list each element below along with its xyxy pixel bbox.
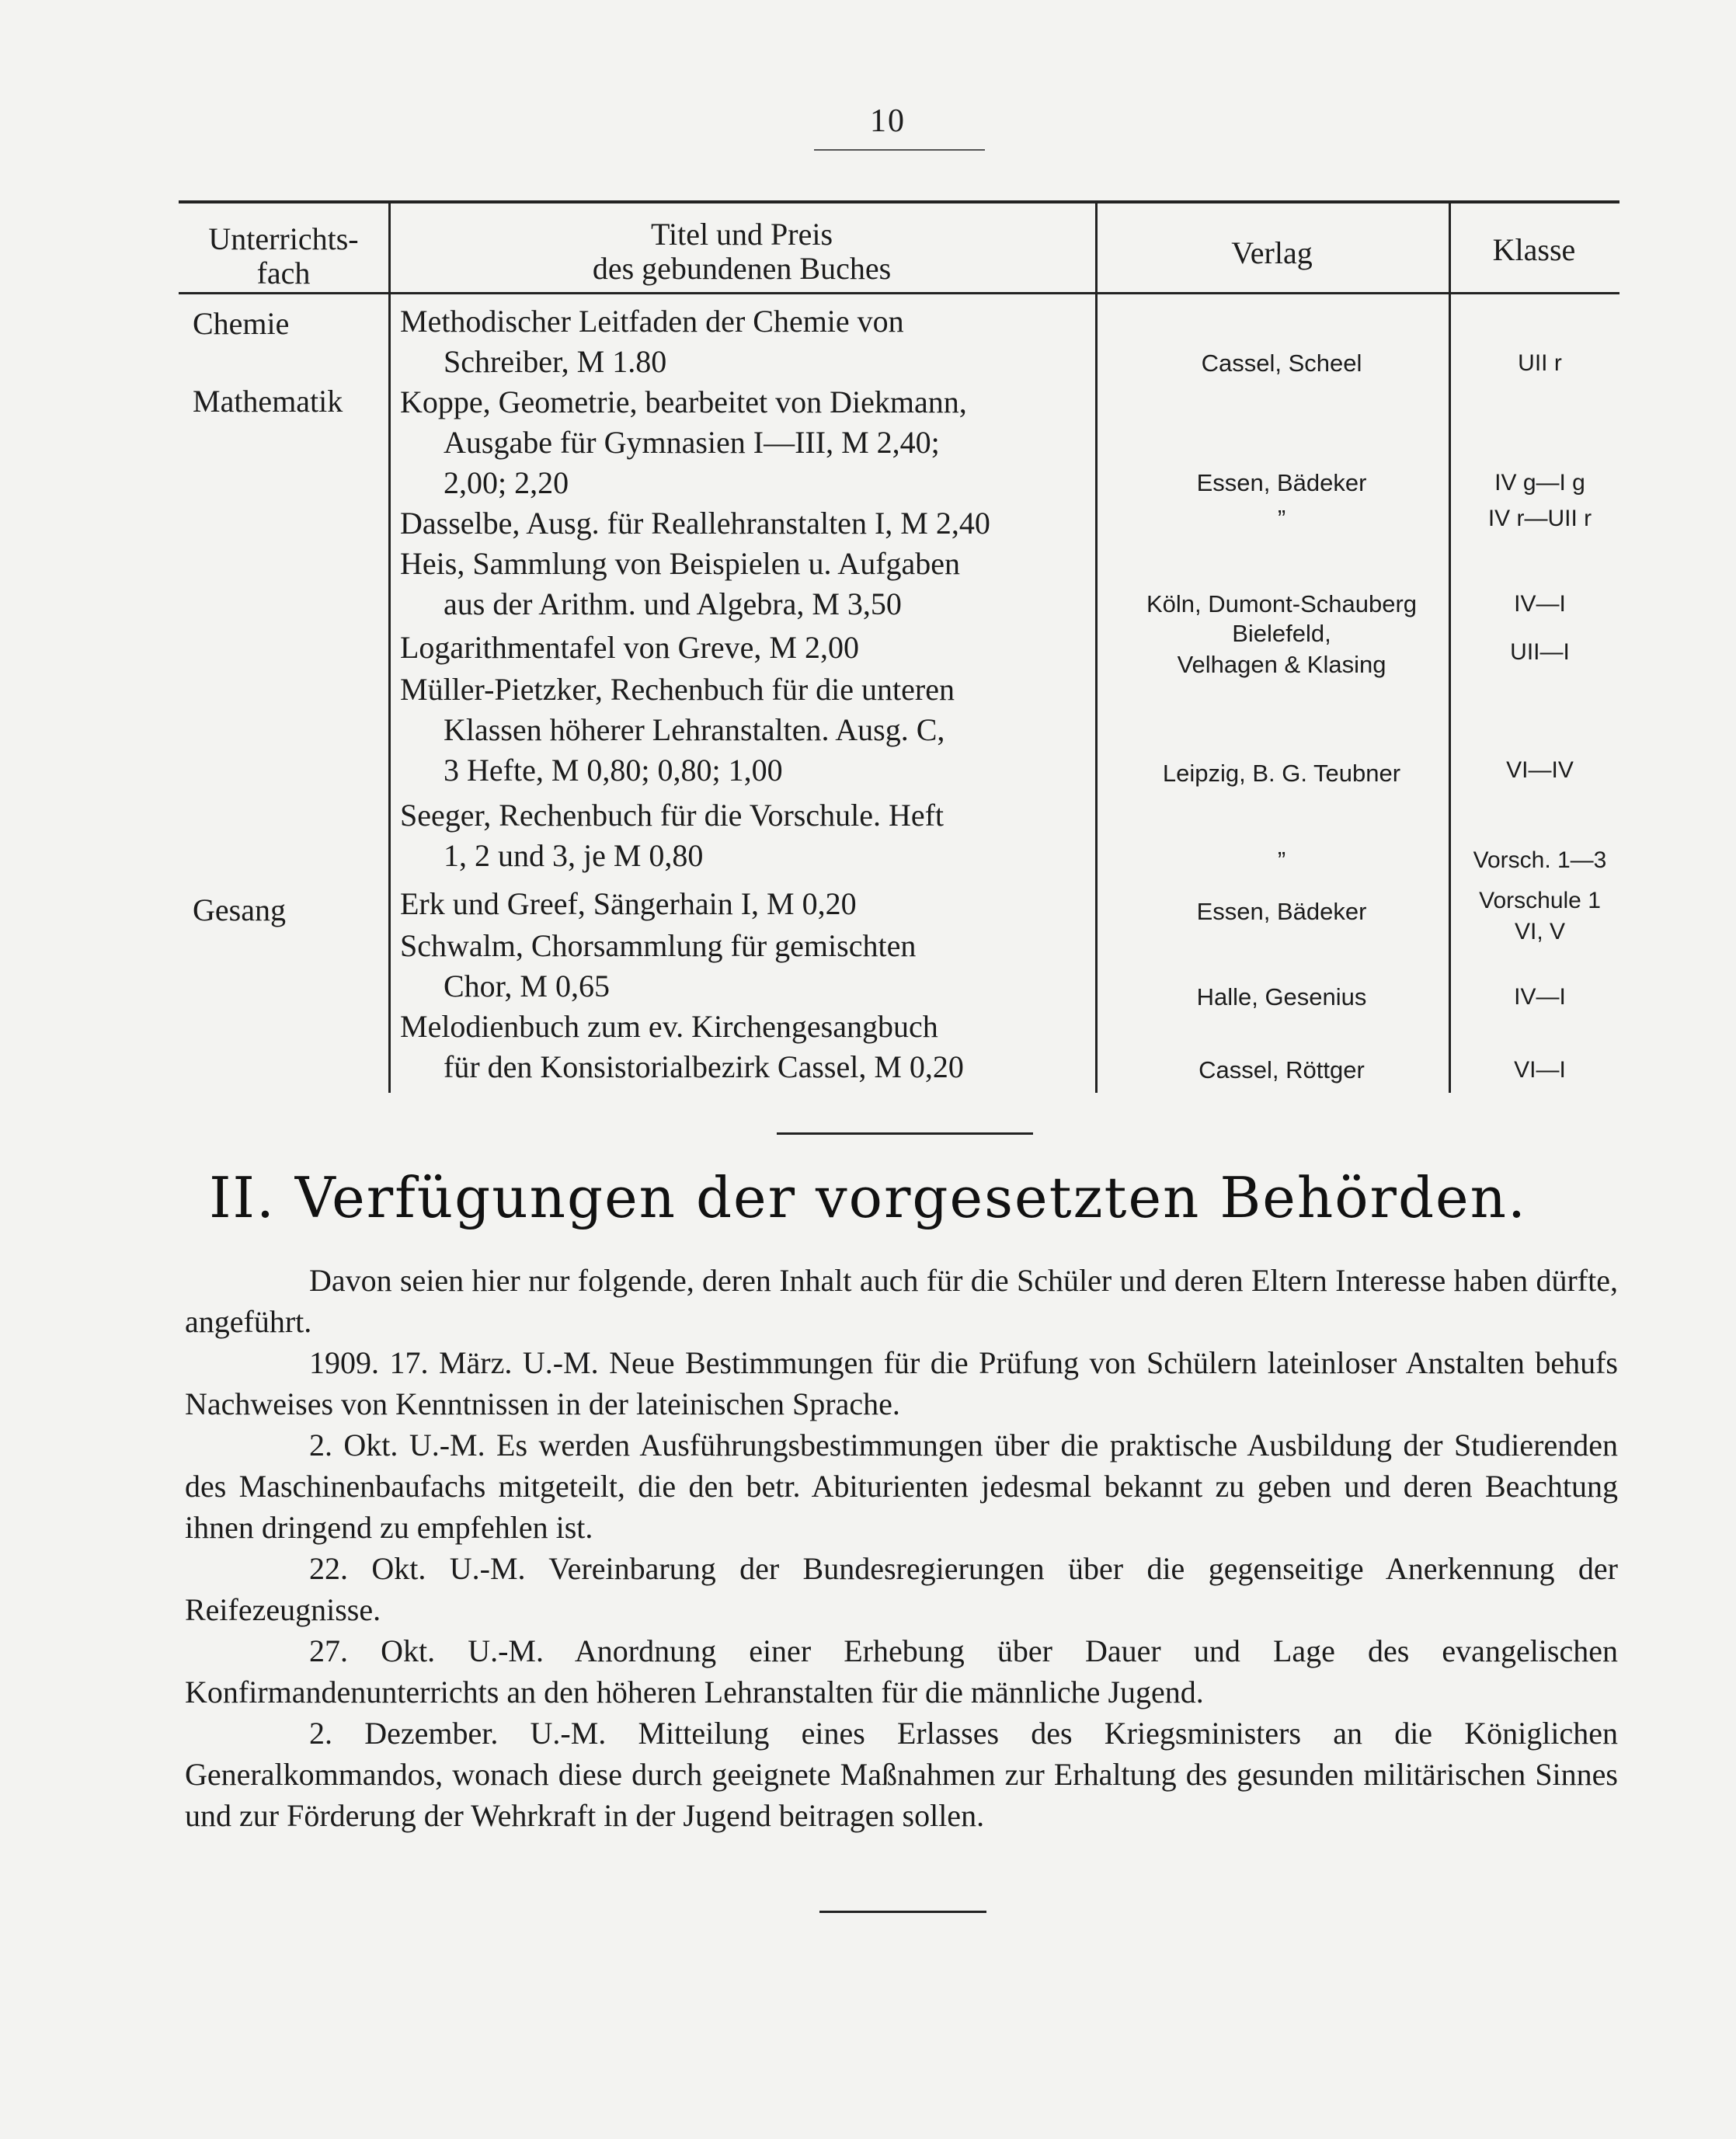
paragraph-decree <box>185 1342 1618 1424</box>
table-row-klasse: VI—IV <box>1506 757 1574 783</box>
table-row-publisher: ” <box>1277 847 1286 874</box>
title-line: 2,00; 2,20 <box>444 465 569 500</box>
end-rule <box>819 1911 986 1913</box>
subject-chemie: Chemie <box>193 306 290 341</box>
table-row-title <box>400 795 944 876</box>
paragraph-decree <box>185 1548 1618 1630</box>
title-line: Klassen höherer Lehranstalten. Ausg. C, <box>444 712 945 747</box>
title-line: Schreiber, M 1.80 <box>444 344 667 379</box>
title-line: Müller-Pietzker, Rechenbuch für die unteren <box>400 672 955 707</box>
page-number: 10 <box>870 103 906 139</box>
table-row-title <box>400 884 857 924</box>
table-row-publisher: Cassel, Röttger <box>1199 1056 1365 1083</box>
page-number-rule <box>814 149 985 151</box>
subject-gesang: Gesang <box>193 892 286 927</box>
header-title-line1: Titel und Preis <box>650 217 833 252</box>
paragraph-decree <box>185 1630 1618 1713</box>
table-row-klasse: IV—I <box>1514 591 1566 617</box>
table-row-publisher: Leipzig, B. G. Teubner <box>1162 760 1401 787</box>
table-row-publisher <box>1103 618 1460 680</box>
title-line: Chor, M 0,65 <box>444 969 610 1003</box>
header-subject-line1: Unterrichts- <box>208 221 359 256</box>
title-line: Heis, Sammlung von Beispielen u. Aufgaben <box>400 546 961 581</box>
table-row-klasse: IV r—UII r <box>1487 506 1592 531</box>
header-publisher: Verlag <box>1231 235 1313 270</box>
publisher-line: Bielefeld, <box>1232 620 1331 647</box>
paragraph-decree <box>185 1713 1618 1836</box>
paragraph-text: 2. Okt. U.-M. Es werden Ausführungsbestimmungen über die praktische Ausbildung der Studierenden des Maschinenbaufachs mitgeteilt, die den betr. Abiturienten jedesmal bekannt zu geben und deren Beachtung ihnen dringend zu empfehlen ist. <box>185 1428 1618 1545</box>
table-row-klasse: IV—I <box>1514 984 1566 1010</box>
title-line: Methodischer Leitfaden der Chemie von <box>400 304 904 339</box>
table-row-title <box>400 1007 964 1087</box>
column-divider-subject <box>388 203 391 1093</box>
header-subject <box>179 222 388 290</box>
table-row-publisher: Essen, Bädeker <box>1196 898 1367 925</box>
table-row-publisher: ” <box>1277 505 1286 532</box>
paragraph-text: 27. Okt. U.-M. Anordnung einer Erhebung über Dauer und Lage des evangelischen Konfirmandenunterrichts an den höheren Lehranstalten für die männliche Jugend. <box>185 1633 1618 1709</box>
title-line: Logarithmentafel von Greve, M 2,00 <box>400 630 859 665</box>
table-row-title <box>400 926 916 1007</box>
title-line: für den Konsistorialbezirk Cassel, M 0,20 <box>444 1049 964 1084</box>
section-title: II. Verfügungen der vorgesetzten Behörden. <box>209 1165 1527 1230</box>
table-row-klasse: IV g—I g <box>1494 470 1585 496</box>
column-divider-title <box>1095 203 1098 1093</box>
table-row-publisher: Essen, Bädeker <box>1196 469 1367 496</box>
paragraph-text: 2. Dezember. U.-M. Mitteilung eines Erlasses des Kriegsministers an die Königlichen Generalkommandos, wonach diese durch geeignete Maßnahmen zur Erhaltung des gesunden militärischen Sinnes und zur Förderung der Wehrkraft in der Jugend beitragen sollen. <box>185 1716 1618 1833</box>
title-line: Schwalm, Chorsammlung für gemischten <box>400 928 917 963</box>
paragraph-intro <box>185 1260 1618 1342</box>
textbook-table <box>179 193 1619 1094</box>
title-line: 1, 2 und 3, je M 0,80 <box>444 838 704 873</box>
paragraph-text: Davon seien hier nur folgende, deren Inhalt auch für die Schüler und deren Eltern Interesse haben dürfte, angeführt. <box>185 1263 1618 1339</box>
publisher-line: Velhagen & Klasing <box>1177 651 1386 678</box>
klasse-line: Vorschule 1 <box>1479 888 1601 913</box>
header-subject-line2: fach <box>256 256 311 290</box>
paragraph-decree <box>185 1424 1618 1548</box>
table-row-klasse: VI—I <box>1514 1057 1566 1083</box>
table-row-klasse: UII—I <box>1510 639 1570 665</box>
subject-mathematik: Mathematik <box>193 384 343 419</box>
table-header-rule <box>179 292 1619 294</box>
table-row-publisher: Halle, Gesenius <box>1196 983 1367 1010</box>
title-line: Ausgabe für Gymnasien I—III, M 2,40; <box>444 425 940 460</box>
table-row-publisher: Köln, Dumont-Schauberg <box>1146 590 1418 617</box>
title-line: aus der Arithm. und Algebra, M 3,50 <box>444 586 902 621</box>
table-row-title <box>400 628 859 668</box>
klasse-line: VI, V <box>1514 919 1566 944</box>
table-row-title <box>400 301 904 382</box>
title-line: Seeger, Rechenbuch für die Vorschule. Heft <box>400 798 945 833</box>
title-line: 3 Hefte, M 0,80; 0,80; 1,00 <box>444 753 783 788</box>
paragraph-text: 1909. 17. März. U.-M. Neue Bestimmungen für die Prüfung von Schülern lateinloser Anstalten behufs Nachweises von Kenntnissen in der lateinischen Sprache. <box>185 1345 1618 1421</box>
title-line: Dasselbe, Ausg. für Reallehranstalten I, M 2,40 <box>400 506 990 541</box>
title-line: Erk und Greef, Sängerhain I, M 0,20 <box>400 886 857 921</box>
table-row-title <box>400 670 955 791</box>
title-line: Melodienbuch zum ev. Kirchengesangbuch <box>400 1009 938 1044</box>
paragraph-text: 22. Okt. U.-M. Vereinbarung der Bundesregierungen über die gegenseitige Anerkennung der Reifezeugnisse. <box>185 1551 1618 1627</box>
table-row-publisher: Cassel, Scheel <box>1201 350 1362 377</box>
table-row-klasse: Vorsch. 1—3 <box>1473 847 1607 873</box>
table-row-klasse: UII r <box>1518 350 1562 376</box>
header-title <box>388 217 1095 286</box>
table-row-title <box>400 544 960 624</box>
table-row-title <box>400 503 990 544</box>
table-row-title <box>400 382 967 503</box>
section-separator-rule <box>777 1132 1033 1135</box>
header-klasse: Klasse <box>1492 232 1576 267</box>
title-line: Koppe, Geometrie, bearbeitet von Diekmann, <box>400 384 967 419</box>
header-title-line2: des gebundenen Buches <box>592 251 892 286</box>
table-row-klasse <box>1460 885 1619 948</box>
table-top-rule <box>179 200 1619 203</box>
